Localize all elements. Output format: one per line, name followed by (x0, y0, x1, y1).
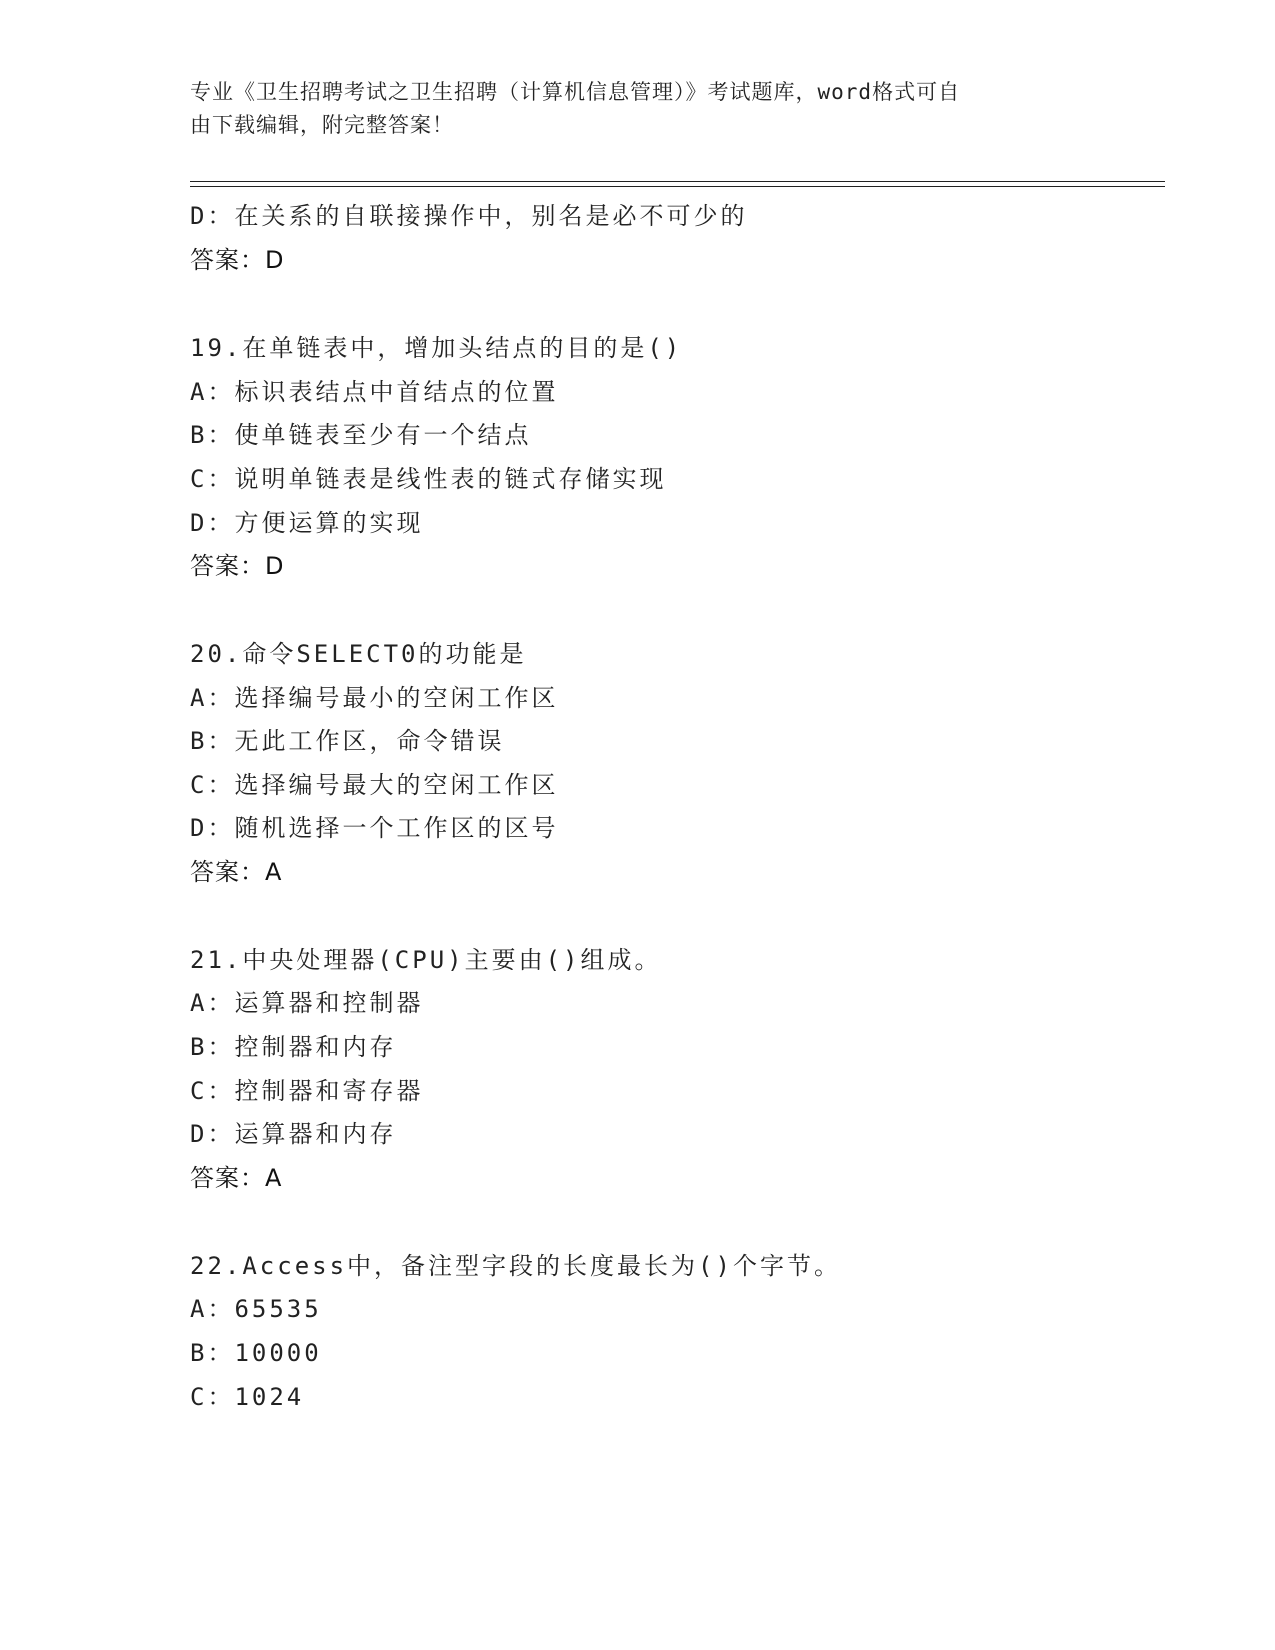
question-stem-20: 20.命令SELECT0的功能是 (190, 640, 527, 668)
option-b: B：使单链表至少有一个结点 (190, 421, 532, 449)
option-c: C：选择编号最大的空闲工作区 (190, 771, 559, 799)
option-c: C：说明单链表是线性表的链式存储实现 (190, 465, 667, 493)
option-c: C：1024 (190, 1383, 305, 1411)
header-divider-top (190, 181, 1165, 182)
option-c: C：控制器和寄存器 (190, 1077, 424, 1105)
answer-line: 答案：D (190, 552, 285, 580)
option-b: B：无此工作区，命令错误 (190, 727, 505, 755)
answer-line: 答案：D (190, 246, 285, 274)
option-d: D：在关系的自联接操作中，别名是必不可少的 (190, 202, 748, 230)
option-d: D：方便运算的实现 (190, 509, 424, 537)
header-line-1: 专业《卫生招聘考试之卫生招聘（计算机信息管理）》考试题库，word格式可自 (190, 80, 961, 104)
option-a: A：运算器和控制器 (190, 989, 424, 1017)
answer-line: 答案：A (190, 1164, 283, 1192)
option-d: D：运算器和内存 (190, 1120, 397, 1148)
option-a: A：65535 (190, 1295, 322, 1323)
option-d: D：随机选择一个工作区的区号 (190, 814, 559, 842)
header-line-2: 由下载编辑，附完整答案！ (190, 113, 454, 137)
option-b: B：10000 (190, 1339, 322, 1367)
header-divider-bottom (190, 186, 1165, 187)
option-b: B：控制器和内存 (190, 1033, 397, 1061)
answer-line: 答案：A (190, 858, 283, 886)
document-header (190, 76, 1090, 142)
question-stem-22: 22.Access中，备注型字段的长度最长为()个字节。 (190, 1252, 841, 1280)
question-stem-21: 21.中央处理器(CPU)主要由()组成。 (190, 946, 662, 974)
option-a: A：标识表结点中首结点的位置 (190, 378, 559, 406)
question-stem-19: 19.在单链表中，增加头结点的目的是() (190, 334, 683, 362)
option-a: A：选择编号最小的空闲工作区 (190, 684, 559, 712)
